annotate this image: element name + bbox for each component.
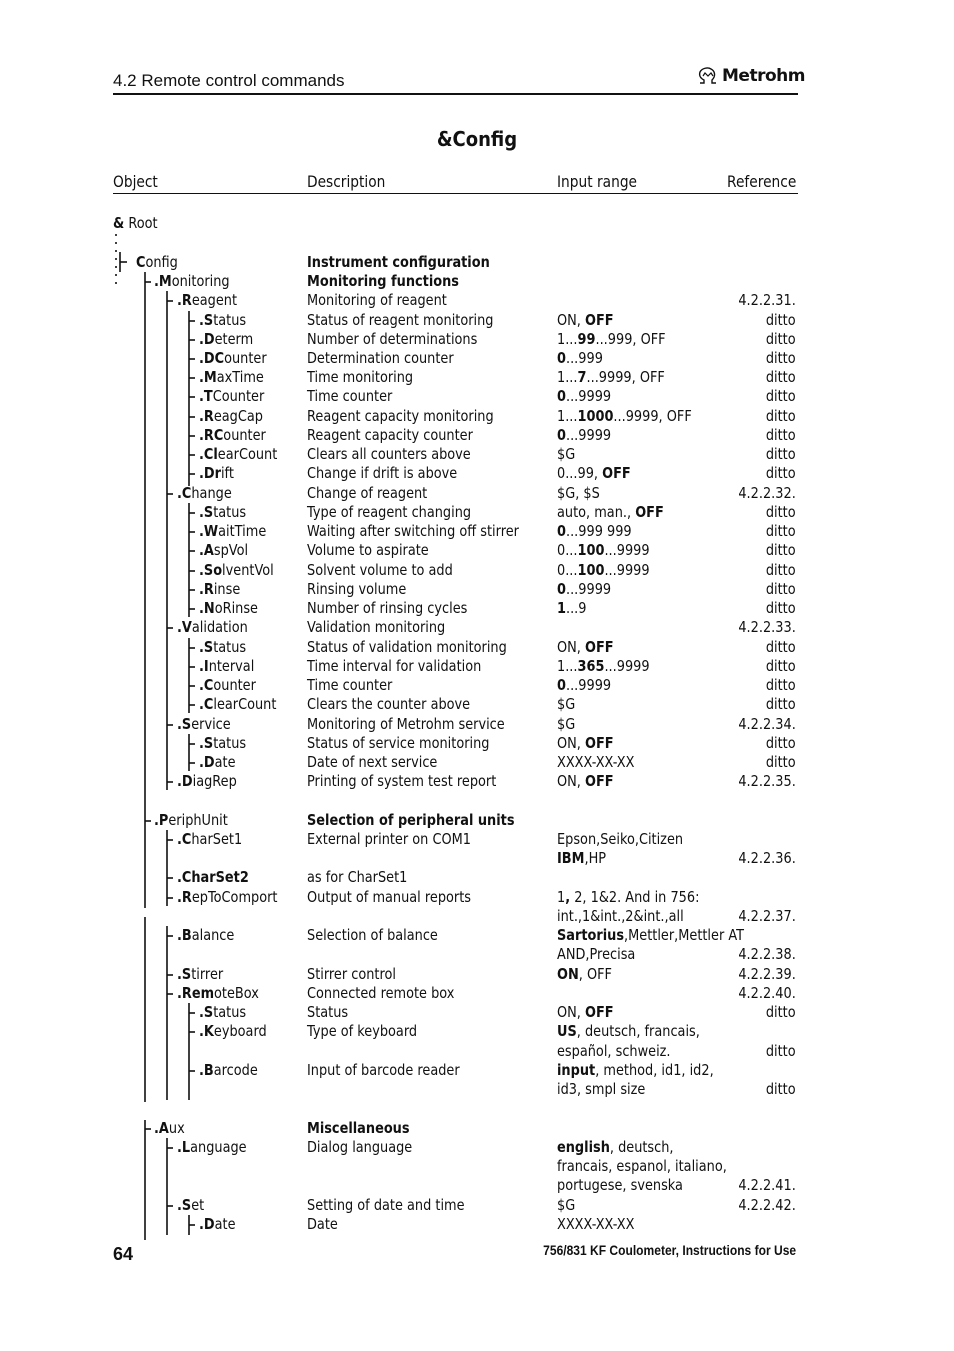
- object-name: .Reagent: [177, 291, 238, 309]
- input-range: 1...9: [557, 599, 587, 617]
- object-description: Type of keyboard: [307, 1022, 418, 1040]
- table-row: [0, 772, 954, 791]
- reference: ditto: [766, 330, 796, 348]
- reference: ditto: [766, 1042, 796, 1060]
- reference: ditto: [766, 368, 796, 386]
- input-range: ON, OFF: [557, 311, 614, 329]
- input-range: $G, $S: [557, 484, 600, 502]
- table-row: [0, 753, 954, 772]
- object-description: Monitoring of reagent: [307, 291, 447, 309]
- input-range: 1...365...9999: [557, 657, 650, 675]
- table-row: [0, 618, 954, 637]
- reference: ditto: [766, 638, 796, 656]
- input-range: Epson,Seiko,Citizen: [557, 830, 684, 848]
- column-description: Description: [307, 172, 386, 191]
- reference: 4.2.2.35.: [738, 772, 796, 790]
- input-range: Sartorius,Mettler,Mettler AT: [557, 926, 745, 944]
- object-description: Monitoring functions: [307, 272, 459, 290]
- object-description: Change of reagent: [307, 484, 428, 502]
- object-name: .DCounter: [199, 349, 267, 367]
- object-description: Status of reagent monitoring: [307, 311, 494, 329]
- input-range: 0...9999: [557, 676, 612, 694]
- object-description: Date: [307, 1215, 338, 1233]
- object-description: Validation monitoring: [307, 618, 446, 636]
- table-row: [0, 522, 954, 541]
- object-name: .ClearCount: [199, 695, 277, 713]
- table-row: [0, 715, 954, 734]
- input-range: IBM,HP: [557, 849, 607, 867]
- object-name: .DiagRep: [177, 772, 237, 790]
- column-input-range: Input range: [557, 172, 638, 191]
- table-row: [0, 849, 954, 868]
- table-row: [0, 561, 954, 580]
- object-description: Waiting after switching off stirrer: [307, 522, 519, 540]
- object-name: .Language: [177, 1138, 247, 1156]
- reference: ditto: [766, 464, 796, 482]
- object-name: .MaxTime: [199, 368, 264, 386]
- input-range: input, method, id1, id2,: [557, 1061, 714, 1079]
- object-name: .ClearCount: [199, 445, 278, 463]
- input-range: ON, OFF: [557, 734, 614, 752]
- reference: ditto: [766, 445, 796, 463]
- reference: ditto: [766, 753, 796, 771]
- object-name: .NoRinse: [199, 599, 258, 617]
- table-row: [0, 272, 954, 291]
- object-name: .Keyboard: [199, 1022, 267, 1040]
- object-description: Reagent capacity counter: [307, 426, 473, 444]
- table-row: [0, 888, 954, 907]
- object-name: .Change: [177, 484, 232, 502]
- input-range: ON, OFF: [557, 1003, 614, 1021]
- input-range: 0...100...9999: [557, 561, 650, 579]
- object-name: .Drift: [199, 464, 234, 482]
- reference: ditto: [766, 522, 796, 540]
- table-row: [0, 368, 954, 387]
- object-name: .Status: [199, 638, 247, 656]
- table-row: [0, 907, 954, 926]
- input-range: english, deutsch,: [557, 1138, 674, 1156]
- object-description: Rinsing volume: [307, 580, 407, 598]
- object-name: .Interval: [199, 657, 255, 675]
- input-range: $G: [557, 445, 576, 463]
- reference: 4.2.2.41.: [738, 1176, 796, 1194]
- object-name: .Status: [199, 734, 247, 752]
- table-row: [0, 811, 954, 830]
- object-name: .Aux: [154, 1119, 185, 1137]
- input-range: 1...1000...9999, OFF: [557, 407, 692, 425]
- object-name: .Status: [199, 1003, 247, 1021]
- object-description: Monitoring of Metrohm service: [307, 715, 505, 733]
- object-name: .Service: [177, 715, 231, 733]
- table-row: [0, 541, 954, 560]
- object-description: Number of determinations: [307, 330, 478, 348]
- input-range: 0...99, OFF: [557, 464, 631, 482]
- table-row: [0, 1157, 954, 1176]
- table-row: [0, 1176, 954, 1195]
- reference: ditto: [766, 503, 796, 521]
- object-description: Dialog language: [307, 1138, 413, 1156]
- reference: ditto: [766, 657, 796, 675]
- object-name: .ReagCap: [199, 407, 263, 425]
- object-description: as for CharSet1: [307, 868, 408, 886]
- reference: 4.2.2.31.: [738, 291, 796, 309]
- reference: 4.2.2.36.: [738, 849, 796, 867]
- table-row: [0, 464, 954, 483]
- object-name: .Validation: [177, 618, 248, 636]
- object-name: .CharSet1: [177, 830, 243, 848]
- table-row: [0, 984, 954, 1003]
- reference: ditto: [766, 387, 796, 405]
- object-name: .Monitoring: [154, 272, 230, 290]
- object-name: .TCounter: [199, 387, 265, 405]
- input-range: $G: [557, 715, 576, 733]
- object-name: .Rinse: [199, 580, 241, 598]
- object-name: .WaitTime: [199, 522, 267, 540]
- table-row: [0, 407, 954, 426]
- input-range: 0...9999: [557, 426, 612, 444]
- table-row: [0, 1003, 954, 1022]
- object-description: Status: [307, 1003, 349, 1021]
- object-name: .CharSet2: [177, 868, 249, 886]
- table-row: [0, 214, 954, 233]
- object-name: .Counter: [199, 676, 256, 694]
- table-row: [0, 1215, 954, 1234]
- table-row: [0, 965, 954, 984]
- page-title: &Config: [436, 127, 518, 151]
- table-row: [0, 926, 954, 945]
- input-range: XXXX-XX-XX: [557, 753, 635, 771]
- object-description: External printer on COM1: [307, 830, 471, 848]
- input-range: id3, smpl size: [557, 1080, 646, 1098]
- table-row: [0, 1138, 954, 1157]
- reference: ditto: [766, 599, 796, 617]
- object-description: Time counter: [307, 387, 393, 405]
- table-row: [0, 330, 954, 349]
- brand-name: Metrohm: [722, 66, 805, 86]
- object-description: Time counter: [307, 676, 393, 694]
- table-row: [0, 868, 954, 887]
- reference: ditto: [766, 407, 796, 425]
- table-row: [0, 599, 954, 618]
- table-row: [0, 1061, 954, 1080]
- table-row: [0, 638, 954, 657]
- reference: 4.2.2.40.: [738, 984, 796, 1002]
- table-row: [0, 1119, 954, 1138]
- table-row: [0, 657, 954, 676]
- table-row: [0, 387, 954, 406]
- table-row: [0, 830, 954, 849]
- table-row: [0, 253, 954, 272]
- input-range: XXXX-XX-XX: [557, 1215, 635, 1233]
- page-number: 64: [113, 1244, 134, 1264]
- object-description: Solvent volume to add: [307, 561, 453, 579]
- object-description: Time monitoring: [307, 368, 414, 386]
- object-name: .RemoteBox: [177, 984, 259, 1002]
- input-range: 0...999 999: [557, 522, 632, 540]
- table-row: [0, 311, 954, 330]
- object-description: Miscellaneous: [307, 1119, 410, 1137]
- object-description: Clears all counters above: [307, 445, 471, 463]
- input-range: 1...7...9999, OFF: [557, 368, 665, 386]
- object-description: Volume to aspirate: [307, 541, 429, 559]
- object-description: Printing of system test report: [307, 772, 497, 790]
- object-description: Selection of balance: [307, 926, 438, 944]
- object-name: .Determ: [199, 330, 254, 348]
- object-name: .Balance: [177, 926, 235, 944]
- object-name: .Set: [177, 1196, 205, 1214]
- input-range: US, deutsch, francais,: [557, 1022, 700, 1040]
- document-title: 756/831 KF Coulometer, Instructions for Use: [543, 1242, 796, 1258]
- object-description: Time interval for validation: [307, 657, 482, 675]
- object-description: Instrument configuration: [307, 253, 490, 271]
- object-name: .Stirrer: [177, 965, 224, 983]
- reference: ditto: [766, 311, 796, 329]
- input-range: 0...9999: [557, 387, 612, 405]
- table-row: [0, 1080, 954, 1099]
- reference: 4.2.2.32.: [738, 484, 796, 502]
- object-description: Reagent capacity monitoring: [307, 407, 494, 425]
- reference: 4.2.2.34.: [738, 715, 796, 733]
- object-name: .Date: [199, 753, 236, 771]
- table-row: [0, 1196, 954, 1215]
- column-object: Object: [113, 172, 158, 191]
- reference: ditto: [766, 676, 796, 694]
- table-row: [0, 445, 954, 464]
- table-row: [0, 676, 954, 695]
- input-range: 1, 2, 1&2. And in 756:: [557, 888, 700, 906]
- input-range: ON, OFF: [557, 965, 612, 983]
- object-description: Type of reagent changing: [307, 503, 472, 521]
- object-description: Clears the counter above: [307, 695, 471, 713]
- table-row: [0, 1042, 954, 1061]
- input-range: 0...9999: [557, 580, 612, 598]
- object-name: .RepToComport: [177, 888, 278, 906]
- reference: ditto: [766, 426, 796, 444]
- object-name: & Root: [113, 214, 158, 232]
- object-description: Change if drift is above: [307, 464, 458, 482]
- table-row: [0, 291, 954, 310]
- object-name: .RCounter: [199, 426, 266, 444]
- input-range: $G: [557, 1196, 576, 1214]
- column-reference: Reference: [727, 172, 797, 191]
- table-row: [0, 426, 954, 445]
- reference: ditto: [766, 541, 796, 559]
- object-name: Config: [136, 253, 178, 271]
- object-description: Status of service monitoring: [307, 734, 490, 752]
- object-name: .Barcode: [199, 1061, 258, 1079]
- table-row: [0, 349, 954, 368]
- reference: 4.2.2.38.: [738, 945, 796, 963]
- input-range: francais, espanol, italiano,: [557, 1157, 727, 1175]
- input-range: portugese, svenska: [557, 1176, 683, 1194]
- table-row: [0, 580, 954, 599]
- reference: 4.2.2.42.: [738, 1196, 796, 1214]
- object-description: Stirrer control: [307, 965, 396, 983]
- object-description: Input of barcode reader: [307, 1061, 460, 1079]
- reference: ditto: [766, 1080, 796, 1098]
- table-row: [0, 1022, 954, 1041]
- input-range: 1...99...999, OFF: [557, 330, 666, 348]
- table-row: [0, 484, 954, 503]
- table-row: [0, 734, 954, 753]
- object-description: Connected remote box: [307, 984, 455, 1002]
- reference: ditto: [766, 561, 796, 579]
- reference: 4.2.2.37.: [738, 907, 796, 925]
- reference: 4.2.2.39.: [738, 965, 796, 983]
- section-title: 4.2 Remote control commands: [113, 71, 345, 90]
- input-range: 0...999: [557, 349, 603, 367]
- object-description: Determination counter: [307, 349, 454, 367]
- object-description: Date of next service: [307, 753, 438, 771]
- input-range: $G: [557, 695, 576, 713]
- table-row: [0, 695, 954, 714]
- object-name: .SolventVol: [199, 561, 274, 579]
- object-name: .Status: [199, 503, 247, 521]
- object-description: Selection of peripheral units: [307, 811, 515, 829]
- reference: ditto: [766, 734, 796, 752]
- input-range: 0...100...9999: [557, 541, 650, 559]
- object-name: .PeriphUnit: [154, 811, 228, 829]
- object-name: .Date: [199, 1215, 236, 1233]
- input-range: AND,Precisa: [557, 945, 636, 963]
- reference: ditto: [766, 580, 796, 598]
- object-description: Status of validation monitoring: [307, 638, 507, 656]
- input-range: ON, OFF: [557, 772, 614, 790]
- table-row: [0, 945, 954, 964]
- object-description: Output of manual reports: [307, 888, 471, 906]
- reference: ditto: [766, 349, 796, 367]
- object-name: .Status: [199, 311, 247, 329]
- table-row: [0, 503, 954, 522]
- input-range: ON, OFF: [557, 638, 614, 656]
- input-range: int.,1&int.,2&int.,all: [557, 907, 684, 925]
- reference: ditto: [766, 1003, 796, 1021]
- input-range: auto, man., OFF: [557, 503, 664, 521]
- input-range: español, schweiz.: [557, 1042, 671, 1060]
- reference: ditto: [766, 695, 796, 713]
- object-description: Setting of date and time: [307, 1196, 465, 1214]
- reference: 4.2.2.33.: [738, 618, 796, 636]
- object-name: .AspVol: [199, 541, 249, 559]
- object-description: Number of rinsing cycles: [307, 599, 468, 617]
